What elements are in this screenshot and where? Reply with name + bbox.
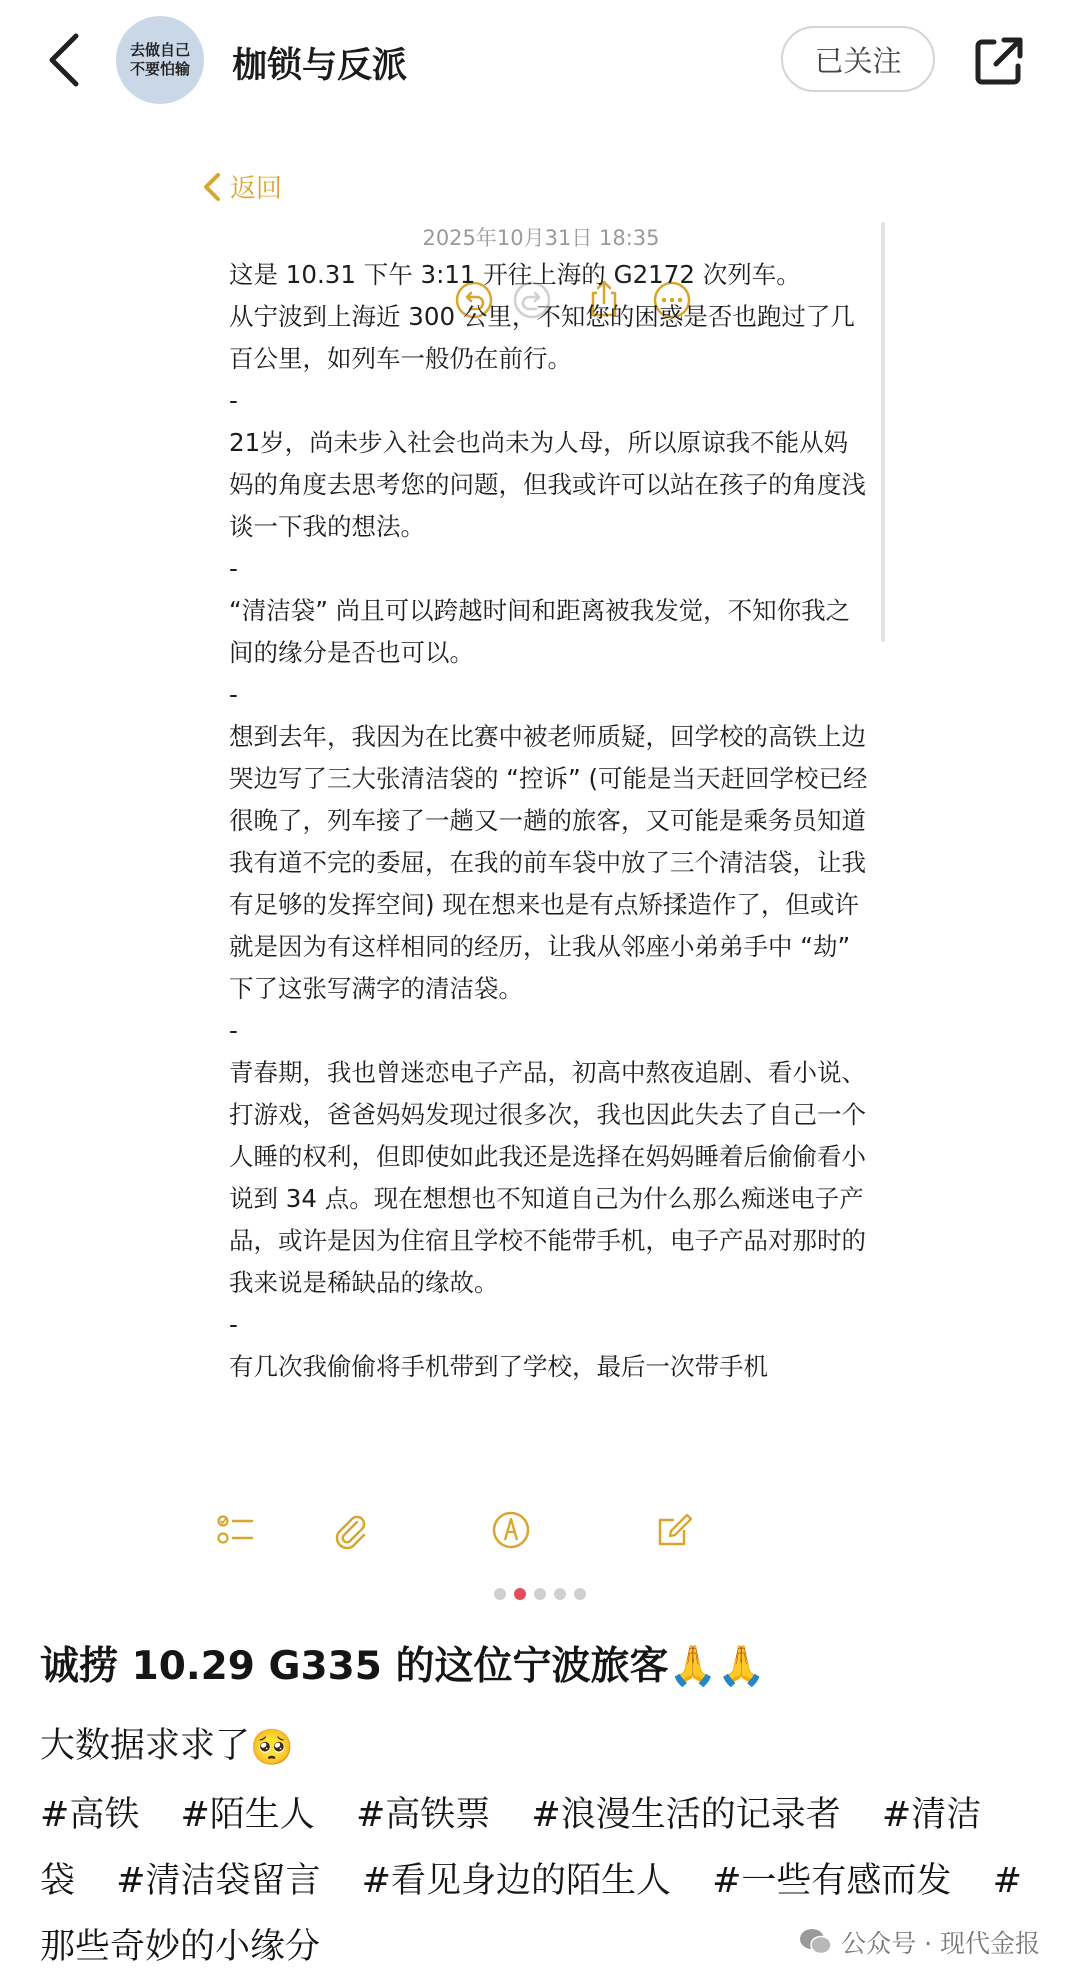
pager-dot[interactable] [574,1588,586,1600]
hashtag[interactable]: #清洁袋留言 [116,1861,321,1901]
note-timestamp: 2025年10月31日 18:35 [422,226,660,250]
chevron-left-icon [202,171,222,203]
avatar-text-line2: 不要怕输 [129,60,190,78]
note-toolbar [196,1500,886,1560]
note-paragraph: 想到去年，我因为在比赛中被老师质疑，回学校的高铁上边哭边写了三大张清洁袋的 “控诉” (可能是当天赶回学校已经很晚了，列车接了一趟又一趟的旅客，又可能是乘务员知道我有道不完的委屈，在我的前车袋中放了三个清洁袋，让我有足够的发挥空间) 现在想来也是有点矫揉造作了，但或许就是因为有这样相同的经历，让我从邻座小弟弟手中 “劫” 下了这张写满字的清洁袋。 [229,722,868,1003]
avatar-text-line1: 去做自己 [129,41,190,59]
note-body [229,254,869,1629]
note-back-label: 返回 [230,174,283,204]
note-paragraph: 21岁，尚未步入社会也尚未为人母，所以原谅我不能从妈妈的角度去思考您的问题，但我或许可以站在孩子的角度浅谈一下我的想法。 [229,428,866,541]
hashtag[interactable]: #那些奇妙的小缘分 [40,1861,1022,1967]
hashtag[interactable]: #高铁 [40,1795,140,1835]
markup-pen-icon[interactable] [491,1510,531,1550]
avatar[interactable] [116,16,204,104]
pager-dot-active[interactable] [514,1588,526,1600]
hashtag[interactable]: #高铁票 [355,1795,491,1835]
share-icon[interactable] [972,34,1026,88]
hashtag[interactable]: #清洁袋 [40,1795,982,1901]
scrollbar[interactable] [881,222,885,642]
note-back-button[interactable] [202,168,282,205]
pager-dot[interactable] [534,1588,546,1600]
note-separator: - [229,1310,238,1339]
hashtag[interactable]: #看见身边的陌生人 [361,1861,671,1901]
post-subtitle-text: 大数据求求了 [40,1726,251,1766]
top-bar [0,0,1080,120]
note-paragraph: 从宁波到上海近 300 公里，不知您的困惑是否也跑过了几百公里，如列车一般仍在前行。 [229,302,855,373]
note-separator: - [229,386,238,415]
checklist-icon[interactable] [216,1510,256,1550]
pager-dot[interactable] [554,1588,566,1600]
back-arrow-icon[interactable] [40,28,90,92]
pleading-face-emoji: 🥺 [250,1727,294,1768]
image-pager[interactable] [0,1588,1080,1600]
hashtag[interactable]: #陌生人 [180,1795,315,1835]
watermark [799,1924,1040,1960]
account-name[interactable]: 枷锁与反派 [232,46,408,86]
wechat-icon [799,1927,833,1957]
note-paragraph: 这是 10.31 下午 3:11 开往上海的 G2172 次列车。 [229,260,801,289]
attachment-icon[interactable] [330,1510,370,1550]
note-separator: - [229,680,238,709]
post-title: 诚捞 10.29 G335 的这位宁波旅客🙏🙏 [40,1644,766,1689]
note-paragraph: 青春期，我也曾迷恋电子产品，初高中熬夜追剧、看小说、打游戏，爸爸妈妈发现过很多次，我也因此失去了自己一个人睡的权利，但即使如此我还是选择在妈妈睡着后偷偷看小说到 34 点。现在想想也不知道自己为什么那么痴迷电子产品，或许是因为住宿且学校不能带手机，电子产品对那时的我来说是稀缺品的缘故。 [229,1058,866,1297]
note-separator: - [229,554,238,583]
follow-button[interactable]: 已关注 [781,26,935,92]
post-subtitle [40,1718,294,1768]
hashtag[interactable]: #一些有感而发 [712,1861,952,1901]
watermark-text: 公众号 · 现代金报 [841,1929,1040,1958]
note-screenshot [196,150,886,1555]
hashtag[interactable]: #浪漫生活的记录者 [531,1795,841,1835]
pager-dot[interactable] [494,1588,506,1600]
note-separator: - [229,1016,238,1045]
compose-icon[interactable] [654,1510,694,1550]
note-paragraph: “清洁袋” 尚且可以跨越时间和距离被我发觉，不知你我之间的缘分是否也可以。 [229,596,851,667]
note-paragraph: 有几次我偷偷将手机带到了学校，最后一次带手机 [229,1352,768,1381]
